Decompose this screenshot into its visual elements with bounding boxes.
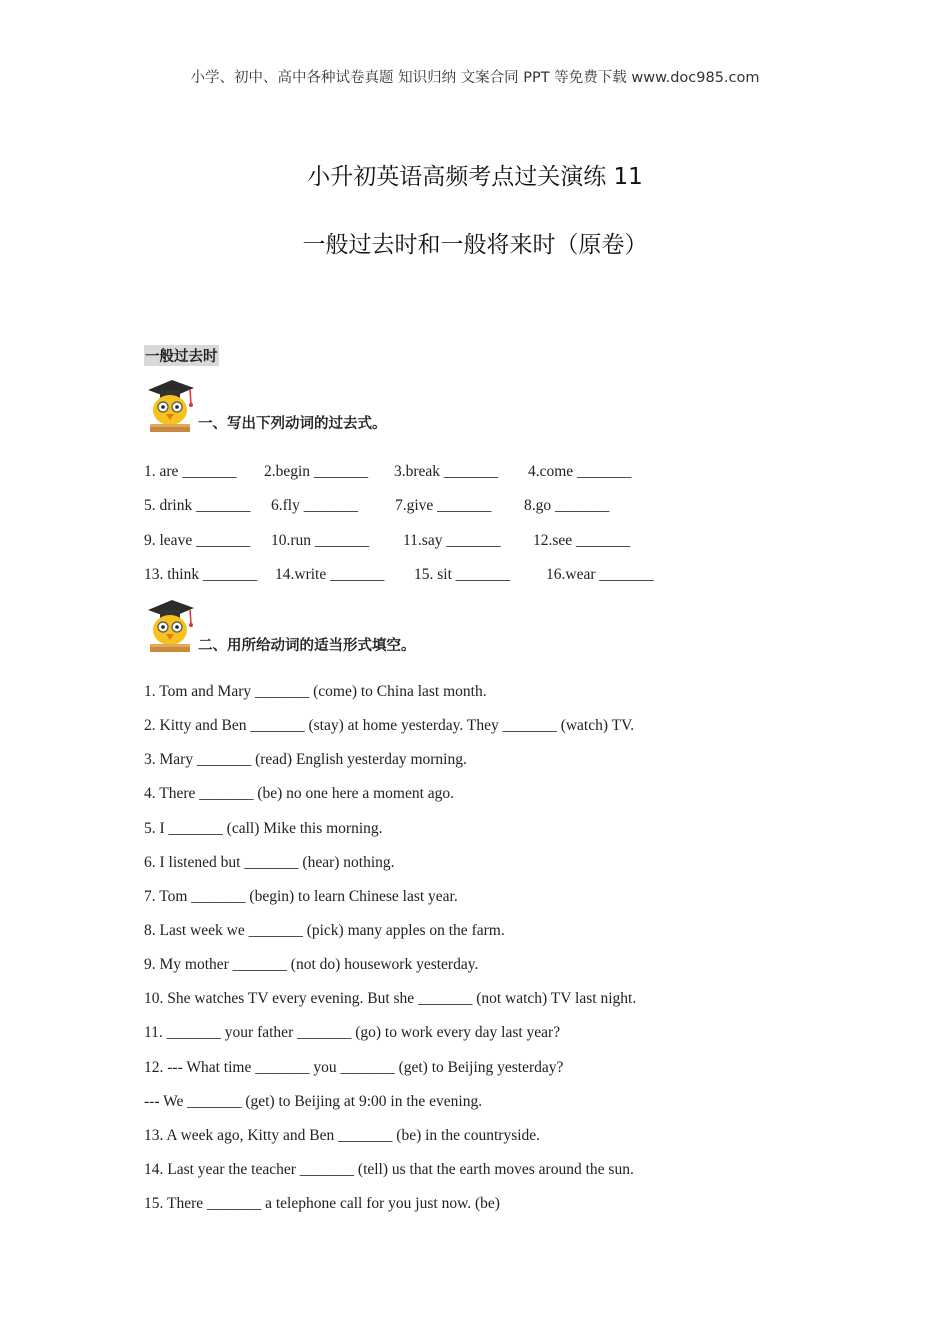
page-header: 小学、初中、高中各种试卷真题 知识归纳 文案合同 PPT 等免费下载 www.doc985.com [190,70,760,86]
part-two-title: 二、用所给动词的适当形式填空。 [198,638,416,654]
verb-item: 11.say _______ [403,532,501,549]
verb-item: 15. sit _______ [414,566,511,583]
verb-item: 4.come _______ [528,463,632,480]
exercise-line: 8. Last week we _______ (pick) many apples on the farm. [144,922,505,939]
section-label: 一般过去时 [144,345,219,366]
exercise-line: 5. I _______ (call) Mike this morning. [144,820,383,837]
exercise-line: 1. Tom and Mary _______ (come) to China last month. [144,683,487,700]
verb-item: 2.begin _______ [264,463,369,480]
verb-item: 12.see _______ [533,532,631,549]
verb-item: 10.run _______ [271,532,370,549]
exercise-line: 14. Last year the teacher _______ (tell) us that the earth moves around the sun. [144,1161,634,1178]
exercise-line: 11. _______ your father _______ (go) to work every day last year? [144,1024,561,1041]
part-one-header [144,376,844,434]
exercise-line: 15. There _______ a telephone call for you just now. (be) [144,1195,500,1212]
exercise-line: 6. I listened but _______ (hear) nothing. [144,854,395,871]
page-subtitle: 一般过去时和一般将来时（原卷） [302,232,648,258]
verb-item: 5. drink _______ [144,497,251,514]
verb-item: 13. think _______ [144,566,258,583]
graduate-chick-icon [144,376,196,434]
verb-item: 6.fly _______ [271,497,358,514]
exercise-line: 3. Mary _______ (read) English yesterday morning. [144,751,467,768]
verb-item: 7.give _______ [395,497,492,514]
verb-item: 16.wear _______ [546,566,654,583]
verb-item: 9. leave _______ [144,532,251,549]
verb-item: 14.write _______ [275,566,385,583]
graduate-chick-icon [144,596,196,654]
exercise-line: 13. A week ago, Kitty and Ben _______ (be) in the countryside. [144,1127,541,1144]
exercise-line: 7. Tom _______ (begin) to learn Chinese last year. [144,888,458,905]
exercise-line: 9. My mother _______ (not do) housework yesterday. [144,956,479,973]
verb-item: 8.go _______ [524,497,610,514]
page-title: 小升初英语高频考点过关演练 11 [307,164,643,190]
exercise-line: 4. There _______ (be) no one here a moment ago. [144,785,455,802]
exercise-line: 2. Kitty and Ben _______ (stay) at home yesterday. They _______ (watch) TV. [144,717,635,734]
verb-item: 3.break _______ [394,463,499,480]
exercise-line: 12. --- What time _______ you _______ (get) to Beijing yesterday? [144,1059,564,1076]
verb-item: 1. are _______ [144,463,237,480]
part-one-title: 一、写出下列动词的过去式。 [198,416,387,432]
exercise-line: 10. She watches TV every evening. But she _______ (not watch) TV last night. [144,990,637,1007]
part-two-header [144,596,844,654]
exercise-line: --- We _______ (get) to Beijing at 9:00 in the evening. [144,1093,483,1110]
